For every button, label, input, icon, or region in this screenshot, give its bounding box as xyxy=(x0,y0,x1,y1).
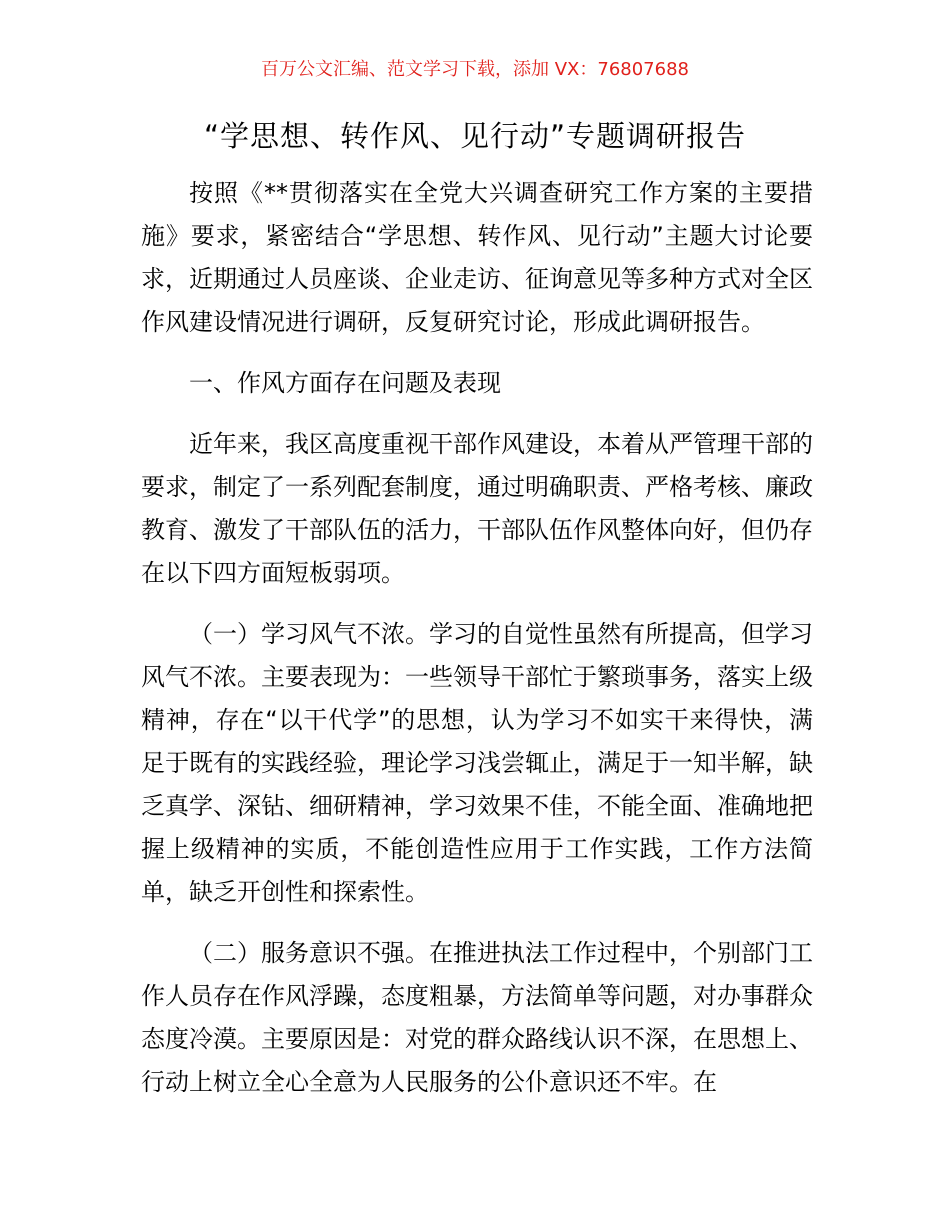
section-heading: 一、作风方面存在问题及表现 xyxy=(189,369,501,397)
overview-paragraph: 近年来，我区高度重视干部作风建设，本着从严管理干部的要求，制定了一系列配套制度，通过明确职责、严格考核、廉政教育、激发了干部队伍的活力，干部队伍作风整体向好，但仍存在以下四方面短板弱项。 xyxy=(141,430,813,587)
issue-one-paragraph: （一）学习风气不浓。学习的自觉性虽然有所提高，但学习风气不浓。主要表现为：一些领导干部忙于繁琐事务，落实上级精神，存在“以干代学”的思想，认为学习不如实干来得快，满足于既有的实践经验，理论学习浅尝辄止，满足于一知半解，缺乏真学、深钻、细研精神，学习效果不佳，不能全面、准确地把握上级精神的实质，不能创造性应用于工作实践，工作方法简单，缺乏开创性和探索性。 xyxy=(141,620,813,906)
intro-paragraph: 按照《**贯彻落实在全党大兴调查研究工作方案的主要措施》要求，紧密结合“学思想、转作风、见行动”主题大讨论要求，近期通过人员座谈、企业走访、征询意见等多种方式对全区作风建设情况进行调研，反复研究讨论，形成此调研报告。 xyxy=(141,179,813,336)
document-title: “学思想、转作风、见行动”专题调研报告 xyxy=(203,119,747,153)
watermark-header: 百万公文汇编、范文学习下载，添加 VX：76807688 xyxy=(261,59,689,80)
issue-two-paragraph: （二）服务意识不强。在推进执法工作过程中，个别部门工作人员存在作风浮躁，态度粗暴，方法简单等问题，对办事群众态度冷漠。主要原因是：对党的群众路线认识不深，在思想上、行动上树立全心全意为人民服务的公仆意识还不牢。在 xyxy=(141,939,813,1096)
document-body xyxy=(141,172,813,1104)
